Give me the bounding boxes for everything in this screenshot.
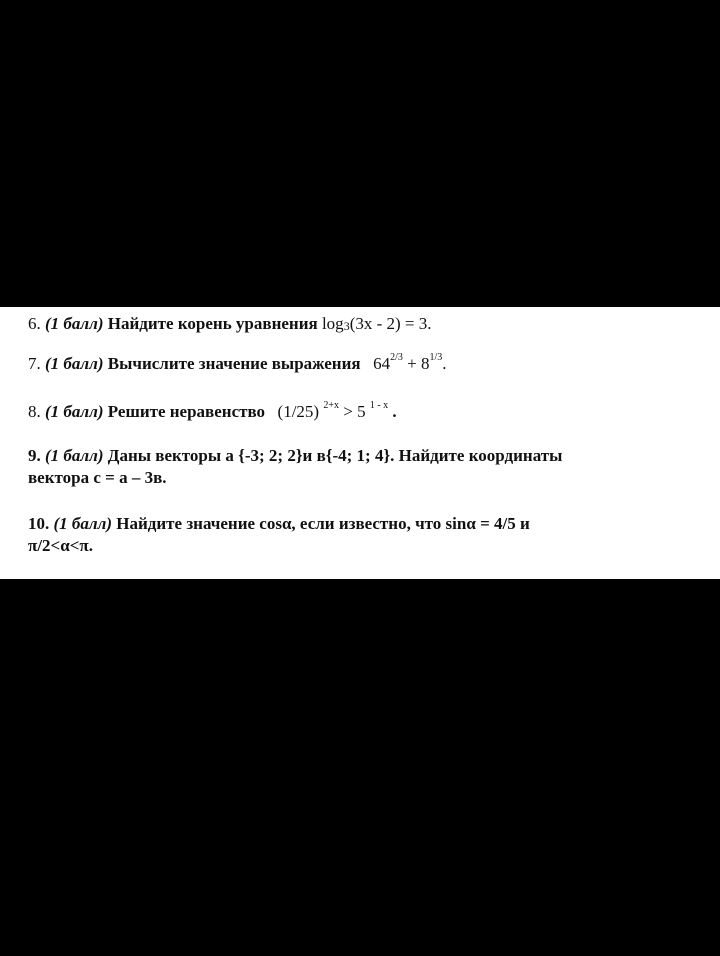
rhs-base: > 5 <box>338 402 366 421</box>
problem-expression <box>278 402 397 421</box>
term-b-exponent: 1/3 <box>429 352 443 364</box>
problem-points: (1 балл) <box>45 446 104 465</box>
problem-number: 7. <box>28 354 41 373</box>
problem-text-line-1: Найдите значение cosα, если известно, что sinα = 4/5 и <box>116 514 530 533</box>
log-argument: (3x - 2) = 3. <box>349 314 432 333</box>
expression-end: . <box>442 354 447 373</box>
problem-points: (1 балл) <box>53 514 113 533</box>
problem-text: Найдите корень уравнения <box>107 314 318 333</box>
problem-9 <box>28 445 668 489</box>
problem-sheet <box>0 307 720 579</box>
problem-number: 6. <box>28 314 41 333</box>
problem-number: 10. <box>28 514 50 533</box>
problem-text-line-2: π/2<α<π. <box>28 536 93 555</box>
term-b-base: + 8 <box>402 354 430 373</box>
problem-number: 9. <box>28 446 41 465</box>
problem-10 <box>28 513 668 557</box>
problem-text-line-2: вектора с = а – 3в. <box>28 468 167 487</box>
problem-text: Вычислите значение выражения <box>107 354 361 373</box>
problem-text: Решите неравенство <box>107 402 266 421</box>
log-function: log <box>321 314 344 333</box>
problem-expression <box>373 354 446 373</box>
problem-number: 8. <box>28 402 41 421</box>
problem-expression <box>322 314 432 333</box>
problem-7 <box>28 353 668 375</box>
problem-points: (1 балл) <box>45 402 104 421</box>
expression-end: . <box>388 402 397 421</box>
term-a-base: 64 <box>373 354 391 373</box>
problem-points: (1 балл) <box>45 354 104 373</box>
problem-6 <box>28 313 668 335</box>
rhs-exponent: 1 - x <box>369 400 389 412</box>
lhs-exponent: 2+x <box>323 400 339 412</box>
problem-8 <box>28 401 668 423</box>
log-base: 3 <box>343 319 350 333</box>
lhs-base: (1/25) <box>277 402 320 421</box>
problem-text-line-1: Даны векторы а {-3; 2; 2}и в{-4; 1; 4}. Найдите координаты <box>107 446 563 465</box>
term-a-exponent: 2/3 <box>390 352 403 364</box>
problem-points: (1 балл) <box>45 314 104 333</box>
